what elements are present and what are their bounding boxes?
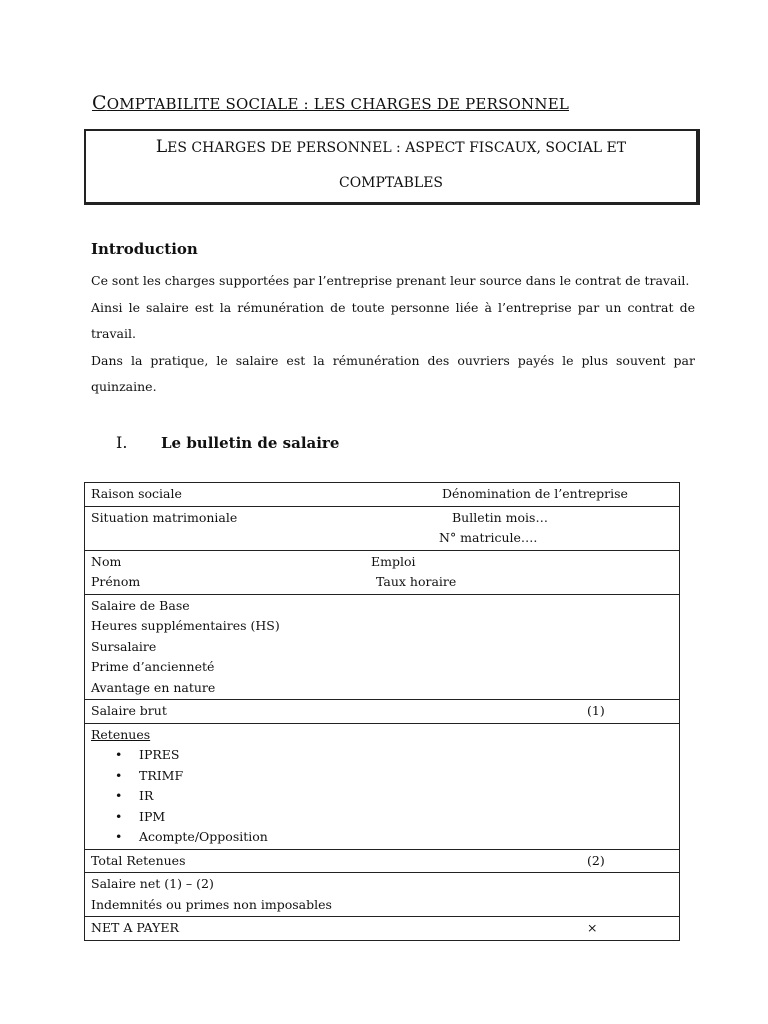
nom-label: Nom: [91, 553, 122, 569]
composante-item: Sursalaire: [91, 638, 157, 654]
page-title-rest: OMPTABILITE SOCIALE : LES CHARGES DE PERSONNEL: [106, 95, 570, 113]
composante-item: Heures supplémentaires (HS): [91, 618, 280, 633]
denomination-label: Dénomination de l’entreprise: [442, 486, 628, 501]
retenue-item: • IR: [91, 786, 673, 807]
chapter-title-line1-rest: ES CHARGES DE PERSONNEL : ASPECT FISCAUX, SOCIAL ET: [167, 140, 627, 156]
retenue-item: • Acompte/Opposition: [91, 827, 673, 848]
chapter-title-line1: [86, 137, 696, 157]
table-row: [85, 849, 680, 873]
composante-item: Avantage en nature: [91, 679, 216, 695]
indemnites-label: Indemnités ou primes non imposables: [91, 896, 332, 912]
introduction-heading: Introduction: [91, 240, 198, 258]
chapter-title-initial: L: [155, 137, 168, 157]
chapter-title-box: [84, 129, 700, 205]
page-title-initial: C: [92, 92, 107, 114]
raison-sociale-label: Raison sociale: [91, 486, 182, 501]
table-row: [85, 483, 680, 507]
retenue-item: • IPM: [91, 807, 673, 828]
salaire-brut-label: Salaire brut: [91, 703, 167, 718]
section-title: Le bulletin de salaire: [161, 434, 340, 452]
retenue-item: • TRIMF: [91, 766, 673, 787]
emploi-label: Emploi: [371, 553, 416, 569]
section-heading: [116, 433, 339, 452]
net-a-payer-label: NET A PAYER: [91, 920, 179, 935]
bulletin-mois-label: Bulletin mois…: [452, 509, 548, 525]
situation-label: Situation matrimoniale: [91, 509, 238, 525]
section-number: I.: [116, 433, 128, 452]
composante-item: Salaire de Base: [91, 597, 190, 613]
salaire-net-label: Salaire net (1) – (2): [91, 876, 214, 891]
table-row: [85, 873, 680, 917]
matricule-label: N° matricule….: [439, 530, 538, 545]
composante-item: Prime d’ancienneté: [91, 659, 215, 674]
intro-paragraph-3: Dans la pratique, le salaire est la rémunération des ouvriers payés le plus souvent par quinzaine.: [91, 352, 695, 394]
page-title: [92, 92, 569, 114]
intro-paragraph-2: Ainsi le salaire est la rémunération de toute personne liée à l’entreprise par un contrat de travail.: [91, 299, 695, 341]
table-row: [85, 550, 680, 594]
payslip-table: [84, 482, 680, 941]
table-row: [85, 917, 680, 941]
intro-paragraph-1: Ce sont les charges supportées par l’entreprise prenant leur source dans le contrat de travail.: [91, 273, 690, 288]
table-row: [85, 506, 680, 550]
retenue-item: • IPRES: [91, 745, 673, 766]
total-retenues-label: Total Retenues: [91, 852, 186, 868]
retenues-label: Retenues: [91, 726, 151, 742]
net-a-payer-mark: ×: [587, 920, 598, 935]
taux-horaire-label: Taux horaire: [376, 574, 457, 589]
retenues-list: [91, 745, 673, 848]
table-row: [85, 723, 680, 849]
table-row: [85, 594, 680, 700]
ref-1: (1): [587, 703, 605, 718]
ref-2: (2): [587, 852, 605, 868]
chapter-title-line2: COMPTABLES: [338, 175, 444, 191]
introduction-text: [91, 268, 695, 401]
prenom-label: Prénom: [91, 574, 141, 589]
table-row: [85, 700, 680, 724]
